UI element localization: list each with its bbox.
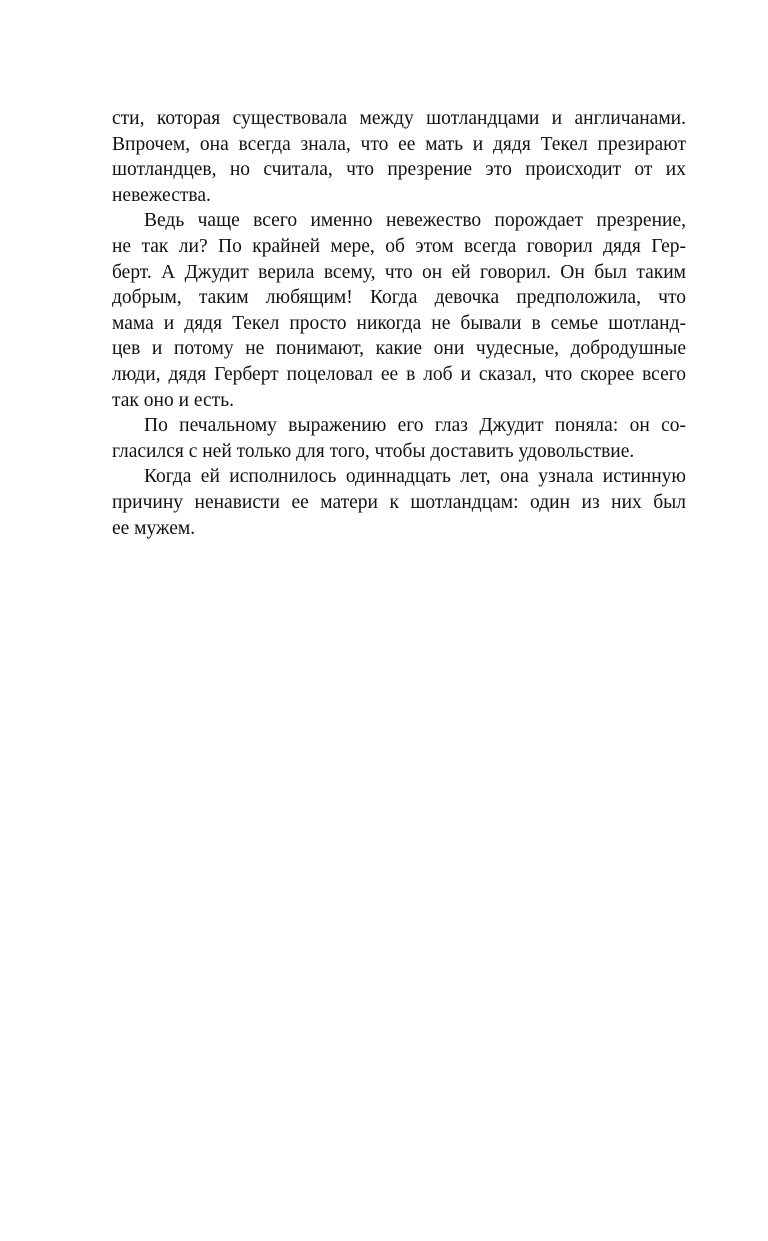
text-line: Ведь чаще всего именно невежество порождает презрение, [144, 210, 686, 232]
text-line: шотландцев, но считала, что презрение это происходит от их [112, 159, 686, 181]
text-line: невежества. [112, 184, 211, 206]
body-text [112, 106, 686, 541]
text-line: гласился с ней только для того, чтобы доставить удовольствие. [112, 440, 635, 462]
text-line: берт. А Джудит верила всему, что он ей говорил. Он был таким [112, 261, 686, 283]
text-line: так оно и есть. [112, 389, 234, 411]
text-line: Впрочем, она всегда знала, что ее мать и дядя Текел презирают [112, 133, 686, 155]
text-line: мама и дядя Текел просто никогда не бывали в семье шотланд- [112, 312, 686, 334]
text-line: не так ли? По крайней мере, об этом всегда говорил дядя Гер- [112, 235, 686, 257]
text-line: По печальному выражению его глаз Джудит поняла: он со- [144, 415, 686, 437]
text-line: добрым, таким любящим! Когда девочка предположила, что [112, 287, 686, 309]
text-line: люди, дядя Герберт поцеловал ее в лоб и сказал, что скорее всего [112, 363, 686, 385]
text-line: сти, которая существовала между шотландцами и англичанами. [112, 108, 686, 129]
text-line: цев и потому не понимают, какие они чудесные, добродушные [112, 338, 686, 360]
text-line: причину ненависти ее матери к шотландцам: один из них был [112, 491, 686, 513]
text-line: ее мужем. [112, 517, 196, 539]
text-line: Когда ей исполнилось одиннадцать лет, она узнала истинную [144, 466, 686, 488]
